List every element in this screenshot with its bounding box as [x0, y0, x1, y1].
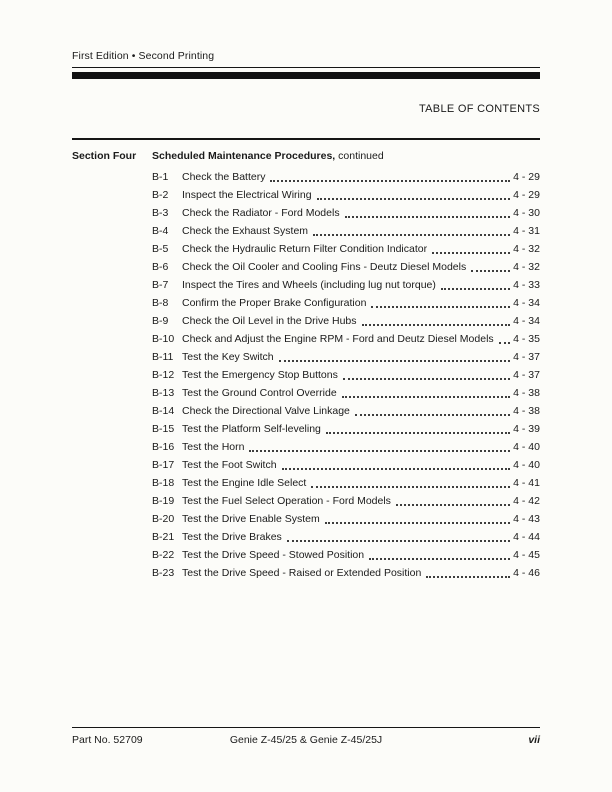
toc-entry-row — [152, 240, 540, 258]
toc-entry-title: Inspect the Tires and Wheels (including lug nut torque) — [182, 279, 436, 291]
dot-leader — [326, 432, 510, 434]
section-title-suffix: continued — [335, 150, 384, 162]
toc-entry-page: 4 - 33 — [513, 279, 540, 291]
toc-entry-row — [152, 528, 540, 546]
toc-entry-row — [152, 330, 540, 348]
toc-entry-page: 4 - 30 — [513, 207, 540, 219]
toc-entry-page: 4 - 32 — [513, 261, 540, 273]
toc-entry-number: B-2 — [152, 189, 169, 201]
toc-entry-page: 4 - 38 — [513, 387, 540, 399]
toc-entry-page: 4 - 39 — [513, 423, 540, 435]
toc-entry-page: 4 - 34 — [513, 297, 540, 309]
dot-leader — [345, 216, 511, 218]
toc-entry-number: B-4 — [152, 225, 169, 237]
toc-entry-number: B-21 — [152, 531, 175, 543]
toc-entry-row — [152, 312, 540, 330]
toc-entry-page: 4 - 40 — [513, 441, 540, 453]
dot-leader — [270, 180, 510, 182]
toc-entry-list — [152, 168, 540, 582]
toc-entry-title: Test the Ground Control Override — [182, 387, 337, 399]
toc-entry-row — [152, 204, 540, 222]
toc-entry-page: 4 - 35 — [513, 333, 540, 345]
toc-entry-page: 4 - 34 — [513, 315, 540, 327]
section-title — [152, 149, 384, 163]
toc-entry-row — [152, 348, 540, 366]
toc-entry-page: 4 - 38 — [513, 405, 540, 417]
page-footer — [72, 727, 540, 746]
dot-leader — [342, 396, 510, 398]
toc-entry-number: B-18 — [152, 477, 175, 489]
toc-entry-page: 4 - 37 — [513, 351, 540, 363]
toc-entry-title: Test the Key Switch — [182, 351, 274, 363]
section-label: Section Four — [72, 150, 137, 162]
dot-leader — [287, 540, 510, 542]
toc-entry-number: B-7 — [152, 279, 169, 291]
toc-entry-row — [152, 492, 540, 510]
toc-entry-number: B-15 — [152, 423, 175, 435]
toc-entry-page: 4 - 43 — [513, 513, 540, 525]
toc-entry-page: 4 - 29 — [513, 189, 540, 201]
dot-leader — [311, 486, 510, 488]
toc-entry-number: B-19 — [152, 495, 175, 507]
toc-entry-number: B-20 — [152, 513, 175, 525]
header-thin-rule — [72, 67, 540, 68]
toc-entry-row — [152, 564, 540, 582]
toc-entry-title: Test the Fuel Select Operation - Ford Models — [182, 495, 391, 507]
toc-entry-page: 4 - 40 — [513, 459, 540, 471]
header-thick-bar — [72, 72, 540, 79]
toc-entry-row — [152, 474, 540, 492]
footer-model-name: Genie Z-45/25 & Genie Z-45/25J — [229, 734, 383, 746]
toc-entry-title: Check the Radiator - Ford Models — [182, 207, 340, 219]
toc-entry-number: B-17 — [152, 459, 175, 471]
dot-leader — [369, 558, 510, 560]
dot-leader — [249, 450, 510, 452]
toc-entry-page: 4 - 41 — [513, 477, 540, 489]
toc-entry-title: Check and Adjust the Engine RPM - Ford and Deutz Diesel Models — [182, 333, 494, 345]
toc-entry-number: B-5 — [152, 243, 169, 255]
dot-leader — [362, 324, 511, 326]
toc-entry-page: 4 - 37 — [513, 369, 540, 381]
toc-entry-page: 4 - 29 — [513, 171, 540, 183]
dot-leader — [441, 288, 510, 290]
toc-entry-page: 4 - 46 — [513, 567, 540, 579]
toc-entry-page: 4 - 31 — [513, 225, 540, 237]
toc-entry-title: Confirm the Proper Brake Configuration — [182, 297, 367, 309]
dot-leader — [343, 378, 510, 380]
toc-entry-page: 4 - 44 — [513, 531, 540, 543]
toc-entry-number: B-8 — [152, 297, 169, 309]
toc-entry-title: Test the Drive Brakes — [182, 531, 282, 543]
dot-leader — [499, 342, 510, 344]
section-title-bold: Scheduled Maintenance Procedures, — [152, 150, 336, 162]
toc-entry-title: Check the Battery — [182, 171, 266, 183]
toc-entry-title: Check the Oil Cooler and Cooling Fins - Deutz Diesel Models — [182, 261, 467, 273]
dot-leader — [325, 522, 510, 524]
toc-entry-title: Check the Oil Level in the Drive Hubs — [182, 315, 357, 327]
dot-leader — [432, 252, 510, 254]
toc-entry-row — [152, 258, 540, 276]
dot-leader — [279, 360, 511, 362]
toc-entry-title: Test the Drive Speed - Raised or Extended Position — [182, 567, 422, 579]
dot-leader — [355, 414, 510, 416]
footer-page-number: vii — [528, 734, 540, 746]
toc-entry-title: Inspect the Electrical Wiring — [182, 189, 312, 201]
toc-entry-row — [152, 222, 540, 240]
toc-entry-title: Test the Horn — [182, 441, 245, 453]
toc-entry-page: 4 - 45 — [513, 549, 540, 561]
toc-entry-row — [152, 168, 540, 186]
toc-entry-title: Check the Exhaust System — [182, 225, 309, 237]
toc-entry-title: Test the Engine Idle Select — [182, 477, 307, 489]
section-header-row — [72, 149, 540, 163]
toc-entry-page: 4 - 42 — [513, 495, 540, 507]
toc-entry-number: B-23 — [152, 567, 175, 579]
edition-line: First Edition • Second Printing — [72, 50, 215, 62]
toc-entry-row — [152, 186, 540, 204]
toc-entry-row — [152, 402, 540, 420]
dot-leader — [317, 198, 511, 200]
toc-entry-row — [152, 510, 540, 528]
toc-entry-number: B-14 — [152, 405, 175, 417]
dot-leader — [426, 576, 510, 578]
toc-entry-title: Test the Drive Speed - Stowed Position — [182, 549, 365, 561]
toc-entry-row — [152, 438, 540, 456]
toc-entry-title: Check the Hydraulic Return Filter Condition Indicator — [182, 243, 428, 255]
dot-leader — [471, 270, 510, 272]
dot-leader — [282, 468, 511, 470]
toc-entry-row — [152, 384, 540, 402]
toc-entry-row — [152, 294, 540, 312]
dot-leader — [371, 306, 510, 308]
toc-heading: TABLE OF CONTENTS — [418, 103, 540, 115]
toc-entry-number: B-12 — [152, 369, 175, 381]
toc-entry-row — [152, 420, 540, 438]
toc-entry-number: B-9 — [152, 315, 169, 327]
toc-entry-title: Test the Platform Self-leveling — [182, 423, 321, 435]
dot-leader — [396, 504, 510, 506]
toc-entry-number: B-1 — [152, 171, 169, 183]
dot-leader — [313, 234, 510, 236]
toc-entry-title: Test the Foot Switch — [182, 459, 277, 471]
toc-entry-number: B-16 — [152, 441, 175, 453]
toc-entry-row — [152, 276, 540, 294]
toc-entry-page: 4 - 32 — [513, 243, 540, 255]
toc-entry-number: B-11 — [152, 351, 174, 363]
toc-entry-row — [152, 366, 540, 384]
toc-entry-number: B-22 — [152, 549, 175, 561]
section-divider-rule — [72, 138, 540, 140]
toc-entry-title: Test the Emergency Stop Buttons — [182, 369, 338, 381]
toc-entry-number: B-13 — [152, 387, 175, 399]
footer-part-number: Part No. 52709 — [72, 734, 143, 746]
toc-entry-title: Test the Drive Enable System — [182, 513, 320, 525]
toc-entry-row — [152, 546, 540, 564]
toc-entry-title: Check the Directional Valve Linkage — [182, 405, 350, 417]
toc-entry-number: B-10 — [152, 333, 175, 345]
toc-entry-row — [152, 456, 540, 474]
toc-entry-number: B-6 — [152, 261, 169, 273]
toc-entry-number: B-3 — [152, 207, 169, 219]
